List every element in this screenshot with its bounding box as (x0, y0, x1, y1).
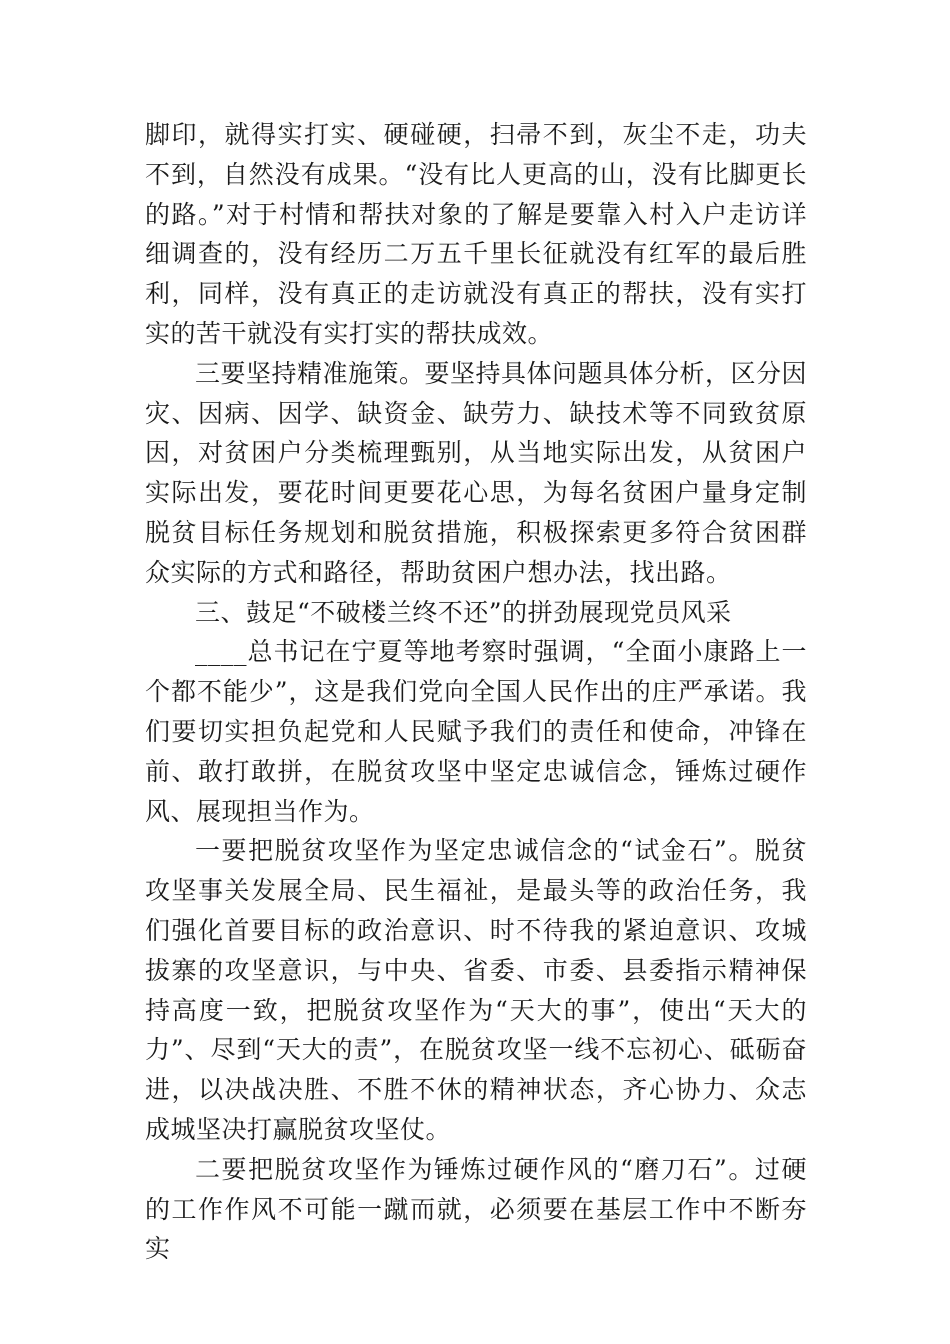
paragraph-6: 二要把脱贫攻坚作为锤炼过硬作风的“磨刀石”。过硬的工作作风不可能一蹴而就，必须要在基层工作中不断夯实 (145, 1154, 807, 1264)
paragraph-1: 脚印，就得实打实、硬碰硬，扫帚不到，灰尘不走，功夫不到，自然没有成果。“没有比人更高的山，没有比脚更长的路。”对于村情和帮扶对象的了解是要靠入村入户走访详细调查的，没有经历二万五千里长征就没有红军的最后胜利，同样，没有真正的走访就没有真正的帮扶，没有实打实的苦干就没有实打实的帮扶成效。 (145, 120, 807, 348)
paragraph-4: ____总书记在宁夏等地考察时强调，“全面小康路上一个都不能少”，这是我们党向全国人民作出的庄严承诺。我们要切实担负起党和人民赋予我们的责任和使命，冲锋在前、敢打敢拼，在脱贫攻坚中坚定忠诚信念，锤炼过硬作风、展现担当作为。 (145, 637, 807, 826)
section-heading: 三、鼓足“不破楼兰终不还”的拼劲展现党员风采 (195, 597, 732, 627)
paragraph-2: 三要坚持精准施策。要坚持具体问题具体分析，区分因灾、因病、因学、缺资金、缺劳力、缺技术等不同致贫原因，对贫困户分类梳理甄别，从当地实际出发，从贫困户实际出发，要花时间更要花心思，为每名贫困户量身定制脱贫目标任务规划和脱贫措施，积极探索更多符合贫困群众实际的方式和路径，帮助贫困户想办法，找出路。 (145, 358, 808, 587)
paragraph-5: 一要把脱贫攻坚作为坚定忠诚信念的“试金石”。脱贫攻坚事关发展全局、民生福祉，是最头等的政治任务，我们强化首要目标的政治意识、时不待我的紧迫意识、攻城拔寨的攻坚意识，与中央、省委、市委、县委指示精神保持高度一致，把脱贫攻坚作为“天大的事”，使出“天大的力”、尽到“天大的责”，在脱贫攻坚一线不忘初心、砥砺奋进，以决战决胜、不胜不休的精神状态，齐心协力、众志成城坚决打赢脱贫攻坚仗。 (145, 836, 807, 1144)
document-page (145, 115, 807, 1269)
